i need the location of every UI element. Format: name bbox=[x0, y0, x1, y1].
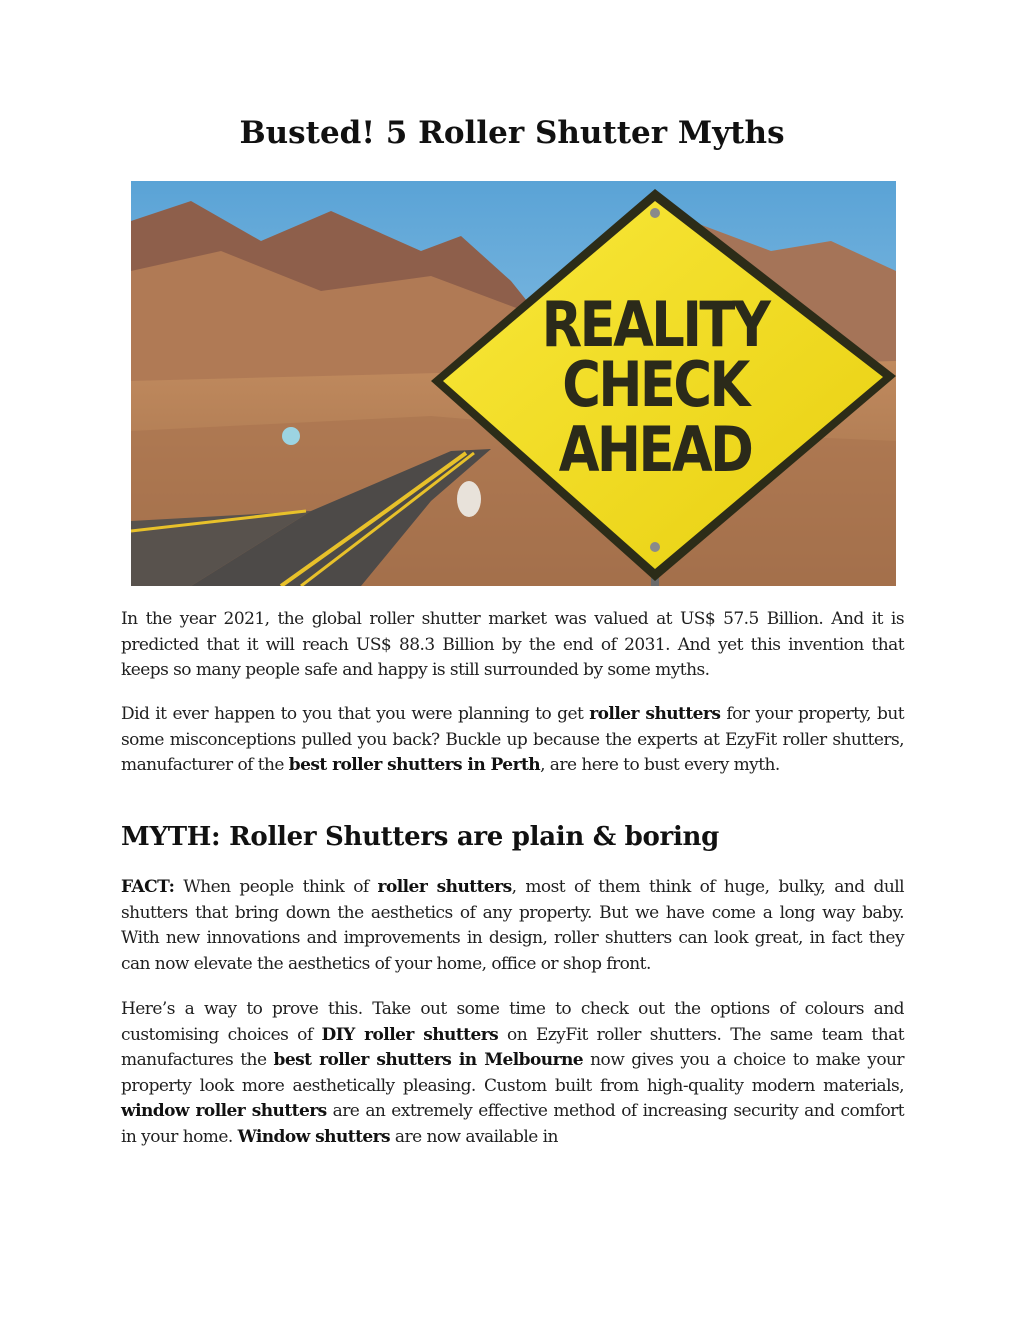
sign-line-1: REALITY bbox=[541, 288, 769, 362]
misconceptions-paragraph bbox=[121, 702, 904, 779]
intro-paragraph: In the year 2021, the global roller shutter market was valued at US$ 57.5 Billion. And it is predicted that it will reach US$ 88.3 Billion by the end of 2031. And yet this invention that keeps so many people safe and happy is still surrounded by some myths. bbox=[121, 609, 904, 680]
keyword-roller-shutters: roller shutters bbox=[589, 704, 721, 724]
text-run: on EzyFit roller shutters. The same team that manufactures the bbox=[121, 1024, 904, 1070]
text-run: Did it ever happen to you that you were planning to get bbox=[121, 704, 590, 724]
keyword-best-roller-shutters-perth: best roller shutters in Perth bbox=[288, 755, 541, 775]
keyword-window-shutters: Window shutters bbox=[237, 1126, 391, 1147]
text-run: When people think of bbox=[174, 877, 378, 897]
sign-line-3: AHEAD bbox=[558, 413, 752, 487]
text-run: Here’s a way to prove this. Take out some time to check out the options of colours and customising choices of bbox=[121, 999, 904, 1045]
keyword-window-roller-shutters: window roller shutters bbox=[121, 1101, 327, 1121]
keyword-diy-roller-shutters: DIY roller shutters bbox=[321, 1024, 499, 1045]
text-run: for your property, but some misconceptions pulled you back? Buckle up because the experts at EzyFit roller shutters, manufacturer of the bbox=[121, 704, 905, 775]
fact-paragraph bbox=[121, 875, 904, 977]
hero-image bbox=[131, 181, 896, 586]
sign-line-2: CHECK bbox=[562, 348, 748, 422]
text-run: , are here to bust every myth. bbox=[540, 755, 780, 775]
keyword-roller-shutters: roller shutters bbox=[377, 877, 512, 897]
page-title: Busted! 5 Roller Shutter Myths bbox=[239, 115, 785, 151]
text-run: , most of them think of huge, bulky, and dull shutters that bring down the aesthetics of any property. But we have come a long way baby. With new innovations and improvements in design, roller shutters can look great, in fact they can now elevate the aesthetics of your home, office or shop front. bbox=[121, 877, 904, 974]
fact-label: FACT: bbox=[121, 877, 175, 897]
text-run: are now available in bbox=[390, 1126, 558, 1147]
keyword-best-roller-shutters-melbourne: best roller shutters in Melbourne bbox=[273, 1050, 584, 1070]
text-run: now gives you a choice to make your property look more aesthetically pleasing. Custom built from high-quality modern materials, bbox=[121, 1050, 904, 1096]
text-run: are an extremely effective method of increasing security and comfort in your home. bbox=[121, 1101, 904, 1147]
section-heading-myth-1: MYTH: Roller Shutters are plain & boring bbox=[121, 822, 720, 852]
proof-paragraph bbox=[121, 997, 904, 1150]
